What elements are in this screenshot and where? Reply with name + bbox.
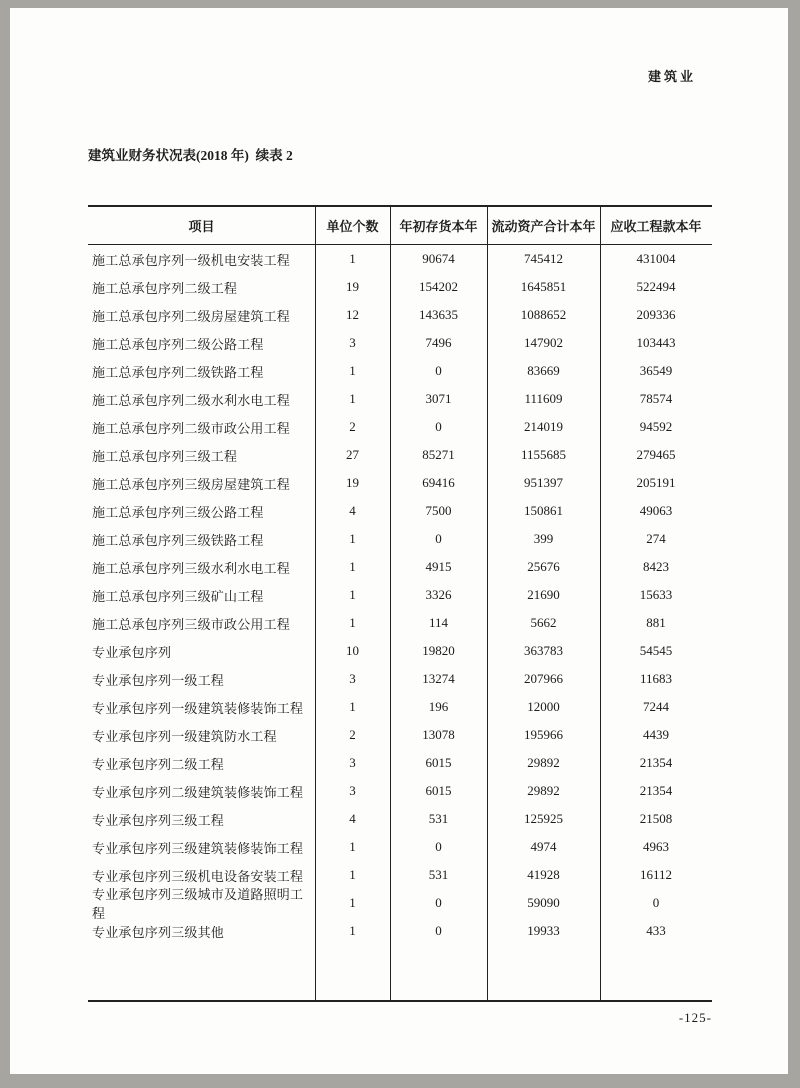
row-value: 433 xyxy=(646,923,666,938)
row-value: 7496 xyxy=(425,335,452,350)
table-row xyxy=(88,581,712,609)
row-item-label: 专业承包序列一级建筑防水工程 xyxy=(92,728,277,744)
row-item-label: 施工总承包序列二级工程 xyxy=(92,280,238,296)
table-row xyxy=(88,749,712,777)
row-value: 531 xyxy=(428,811,449,826)
row-value: 1 xyxy=(349,559,356,574)
row-value: 21354 xyxy=(639,783,673,798)
row-value: 11683 xyxy=(639,671,673,686)
table-row xyxy=(88,301,712,329)
row-value: 125925 xyxy=(524,811,563,826)
column-separator-line xyxy=(600,207,601,1000)
row-value: 85271 xyxy=(422,447,455,462)
row-value: 745412 xyxy=(524,251,563,266)
row-value: 1 xyxy=(349,587,356,602)
row-value: 1 xyxy=(349,615,356,630)
table-row xyxy=(88,441,712,469)
table-row xyxy=(88,357,712,385)
row-value: 881 xyxy=(646,615,666,630)
row-value: 1 xyxy=(349,895,356,910)
row-value: 8423 xyxy=(643,559,669,574)
row-value: 19933 xyxy=(527,923,560,938)
table-row xyxy=(88,413,712,441)
table-row xyxy=(88,887,712,921)
row-value: 2 xyxy=(349,419,356,434)
row-value: 195966 xyxy=(524,727,563,742)
row-value: 10 xyxy=(346,643,359,658)
row-value: 83669 xyxy=(527,363,560,378)
row-value: 12000 xyxy=(527,699,560,714)
row-value: 1155685 xyxy=(520,447,567,462)
row-value: 207966 xyxy=(524,671,563,686)
row-value: 399 xyxy=(533,531,554,546)
row-value: 1 xyxy=(349,923,356,938)
row-value: 522494 xyxy=(636,279,676,294)
row-value: 154202 xyxy=(419,279,458,294)
table-title: 建筑业财务状况表(2018 年) 续表 2 xyxy=(88,148,293,163)
row-item-label: 专业承包序列二级工程 xyxy=(92,756,225,772)
table-row xyxy=(88,497,712,525)
row-item-label: 专业承包序列三级城市及道路照明工程 xyxy=(92,887,304,921)
row-value: 1 xyxy=(349,391,356,406)
row-item-label: 施工总承包序列一级机电安装工程 xyxy=(92,252,291,268)
row-value: 5662 xyxy=(530,615,557,630)
row-value: 279465 xyxy=(636,447,676,462)
row-item-label: 施工总承包序列三级市政公用工程 xyxy=(92,616,291,632)
row-value: 29892 xyxy=(527,755,560,770)
row-value: 1 xyxy=(349,699,356,714)
column-header: 单位个数 xyxy=(326,219,379,234)
row-value: 2 xyxy=(349,727,356,742)
row-value: 363783 xyxy=(524,643,563,658)
table-row xyxy=(88,469,712,497)
table-row xyxy=(88,665,712,693)
row-item-label: 施工总承包序列二级公路工程 xyxy=(92,336,264,352)
row-item-label: 专业承包序列一级建筑装修装饰工程 xyxy=(92,700,304,716)
row-value: 214019 xyxy=(524,419,563,434)
row-item-label: 专业承包序列 xyxy=(92,644,172,660)
table-row xyxy=(88,245,712,273)
row-value: 41928 xyxy=(527,867,560,882)
table-header-row xyxy=(88,207,712,245)
row-value: 1 xyxy=(349,363,356,378)
row-item-label: 施工总承包序列三级工程 xyxy=(92,448,238,464)
row-value: 209336 xyxy=(636,307,676,322)
row-value: 27 xyxy=(346,447,359,462)
row-value: 4974 xyxy=(530,839,557,854)
column-header: 流动资产合计本年 xyxy=(491,219,596,234)
column-header: 年初存货本年 xyxy=(399,219,478,234)
column-separator-line xyxy=(487,207,488,1000)
row-value: 274 xyxy=(646,531,666,546)
row-value: 3 xyxy=(349,783,356,798)
row-value: 90674 xyxy=(422,251,455,266)
page-number: -125- xyxy=(678,1010,712,1025)
row-item-label: 施工总承包序列三级房屋建筑工程 xyxy=(92,476,291,492)
row-item-label: 专业承包序列三级其他 xyxy=(92,924,225,940)
row-item-label: 专业承包序列三级机电设备安装工程 xyxy=(92,868,304,884)
row-item-label: 施工总承包序列三级公路工程 xyxy=(92,504,264,520)
table-row xyxy=(88,609,712,637)
row-value: 0 xyxy=(435,923,442,938)
row-value: 19 xyxy=(346,475,359,490)
row-value: 49063 xyxy=(639,503,673,518)
row-value: 3071 xyxy=(425,391,452,406)
table-row xyxy=(88,777,712,805)
table-row xyxy=(88,917,712,945)
row-value: 4 xyxy=(349,811,356,826)
row-value: 21690 xyxy=(527,587,560,602)
row-item-label: 专业承包序列三级工程 xyxy=(92,812,225,828)
section-header: 建筑业 xyxy=(647,69,696,84)
table-row xyxy=(88,385,712,413)
row-value: 13274 xyxy=(422,671,455,686)
column-header: 应收工程款本年 xyxy=(610,219,702,234)
row-value: 7500 xyxy=(425,503,452,518)
row-value: 0 xyxy=(652,895,660,910)
row-item-label: 施工总承包序列二级水利水电工程 xyxy=(92,392,291,408)
row-item-label: 施工总承包序列三级铁路工程 xyxy=(92,532,264,548)
row-value: 114 xyxy=(428,615,449,630)
row-value: 1 xyxy=(349,867,356,882)
row-item-label: 施工总承包序列三级矿山工程 xyxy=(92,588,264,604)
row-value: 1088652 xyxy=(520,307,567,322)
row-item-label: 施工总承包序列二级市政公用工程 xyxy=(92,420,291,436)
table-row xyxy=(88,525,712,553)
table-row xyxy=(88,721,712,749)
row-value: 103443 xyxy=(636,335,676,350)
row-value: 4439 xyxy=(643,727,669,742)
row-value: 1645851 xyxy=(520,279,567,294)
row-value: 78574 xyxy=(639,391,673,406)
column-separator-line xyxy=(315,207,316,1000)
table-row xyxy=(88,693,712,721)
row-value: 6015 xyxy=(425,755,452,770)
row-value: 0 xyxy=(435,531,442,546)
row-value: 147902 xyxy=(524,335,563,350)
row-value: 21508 xyxy=(639,811,673,826)
row-item-label: 专业承包序列三级建筑装修装饰工程 xyxy=(92,840,304,856)
row-value: 531 xyxy=(428,867,449,882)
row-value: 15633 xyxy=(639,587,673,602)
row-value: 205191 xyxy=(636,475,676,490)
column-separator-line xyxy=(390,207,391,1000)
table-row xyxy=(88,329,712,357)
row-value: 6015 xyxy=(425,783,452,798)
row-value: 951397 xyxy=(524,475,563,490)
row-value: 19820 xyxy=(422,643,455,658)
row-value: 1 xyxy=(349,251,356,266)
row-value: 4 xyxy=(349,503,356,518)
row-value: 94592 xyxy=(639,419,673,434)
row-value: 196 xyxy=(428,699,449,714)
row-value: 54545 xyxy=(639,643,673,658)
column-header: 项目 xyxy=(188,219,215,234)
row-value: 13078 xyxy=(422,727,455,742)
row-value: 431004 xyxy=(636,251,676,266)
row-value: 1 xyxy=(349,839,356,854)
table-row xyxy=(88,273,712,301)
document-page xyxy=(10,8,788,1074)
row-item-label: 施工总承包序列三级水利水电工程 xyxy=(92,560,291,576)
row-item-label: 专业承包序列二级建筑装修装饰工程 xyxy=(92,784,304,800)
row-value: 3 xyxy=(349,335,356,350)
row-value: 16112 xyxy=(639,867,673,882)
row-value: 0 xyxy=(435,419,442,434)
row-value: 0 xyxy=(435,895,442,910)
row-item-label: 施工总承包序列二级铁路工程 xyxy=(92,364,264,380)
row-value: 36549 xyxy=(639,363,673,378)
row-value: 25676 xyxy=(527,559,560,574)
financial-table xyxy=(88,205,712,1002)
table-body xyxy=(88,245,712,945)
row-value: 59090 xyxy=(527,895,560,910)
row-value: 150861 xyxy=(524,503,563,518)
row-value: 69416 xyxy=(422,475,455,490)
row-value: 29892 xyxy=(527,783,560,798)
row-item-label: 施工总承包序列二级房屋建筑工程 xyxy=(92,308,291,324)
table-row xyxy=(88,833,712,861)
row-value: 12 xyxy=(346,307,359,322)
row-value: 0 xyxy=(435,839,442,854)
row-value: 7244 xyxy=(643,699,669,714)
row-value: 0 xyxy=(435,363,442,378)
row-value: 19 xyxy=(346,279,359,294)
row-value: 143635 xyxy=(419,307,458,322)
row-value: 3 xyxy=(349,755,356,770)
row-value: 4963 xyxy=(643,839,669,854)
row-value: 4915 xyxy=(425,559,452,574)
row-value: 1 xyxy=(349,531,356,546)
table-row xyxy=(88,553,712,581)
row-value: 3326 xyxy=(425,587,452,602)
table-row xyxy=(88,637,712,665)
row-value: 111609 xyxy=(524,391,563,406)
table-row xyxy=(88,805,712,833)
row-value: 3 xyxy=(349,671,356,686)
row-value: 21354 xyxy=(639,755,673,770)
row-item-label: 专业承包序列一级工程 xyxy=(92,672,225,688)
